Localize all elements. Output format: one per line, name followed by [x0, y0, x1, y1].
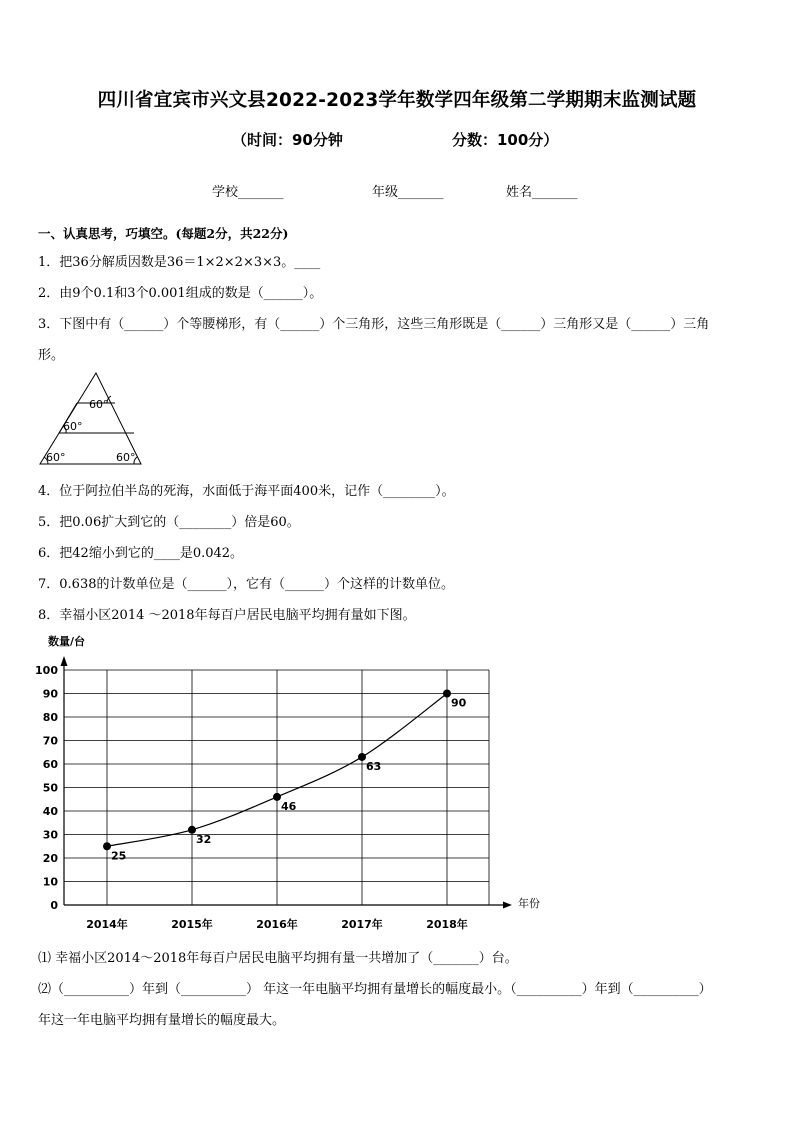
y-tick-label: 10 [42, 875, 58, 889]
y-tick-label: 90 [42, 687, 58, 701]
x-tick-label: 2014年 [86, 918, 128, 931]
data-label: 32 [196, 832, 212, 846]
data-labels [111, 697, 467, 863]
angle-label-4: 60° [116, 451, 136, 464]
question-1: 1．把36分解质因数是36＝1×2×2×3×3。____ [38, 255, 321, 270]
school-field: 学校_______ [212, 185, 284, 200]
question-8-sub-2-line-1: ⑵（__________）年到（__________） 年这一年电脑平均拥有量增长的幅度最小。（__________）年到（__________） [38, 982, 712, 997]
name-field: 姓名_______ [506, 185, 578, 200]
data-point [358, 753, 366, 761]
question-4: 4．位于阿拉伯半岛的死海，水面低于海平面400米，记作（________）。 [38, 484, 455, 499]
exam-time: （时间：90分钟 [232, 131, 343, 149]
x-tick-label: 2016年 [256, 918, 298, 931]
question-3-line-1: 3．下图中有（______）个等腰梯形，有（______）个三角形，这些三角形既是（______）三角形又是（______）三角 [38, 317, 710, 332]
x-tick-label: 2017年 [341, 918, 383, 931]
data-label: 46 [281, 799, 297, 813]
y-tick-label: 40 [42, 805, 58, 818]
y-tick-label: 0 [50, 899, 58, 912]
data-label: 63 [366, 759, 382, 773]
x-axis-label: 年份 [518, 897, 540, 910]
y-tick-label: 20 [42, 852, 58, 865]
question-5: 5．把0.06扩大到它的（________）倍是60。 [38, 515, 300, 530]
triangle-figure [36, 370, 146, 468]
question-2: 2．由9个0.1和3个0.001组成的数是（______）。 [38, 286, 323, 301]
angle-label-1: 60° [89, 398, 109, 411]
x-tick-label: 2018年 [426, 918, 468, 931]
question-6: 6．把42缩小到它的____是0.042。 [38, 546, 244, 561]
question-8: 8．幸福小区2014 ～2018年每百户居民电脑平均拥有量如下图。 [38, 608, 416, 623]
y-axis-label: 数量/台 [48, 635, 86, 648]
data-label: 25 [111, 849, 127, 863]
chart-grid [64, 670, 489, 905]
question-8-sub-1: ⑴ 幸福小区2014～2018年每百户居民电脑平均拥有量一共增加了（_______）台。 [38, 951, 518, 966]
y-tick-label: 80 [42, 711, 58, 724]
grade-field: 年级_______ [372, 185, 444, 200]
x-axis-arrow [503, 902, 512, 909]
data-point [443, 690, 451, 698]
question-3-line-2: 形。 [38, 348, 65, 363]
data-label: 90 [451, 696, 467, 710]
question-8-sub-2-line-2: 年这一年电脑平均拥有量增长的幅度最大。 [38, 1013, 286, 1028]
y-tick-labels [35, 664, 58, 912]
data-point [188, 826, 196, 834]
y-tick-label: 50 [42, 781, 58, 795]
x-tick-label: 2015年 [171, 918, 213, 931]
y-tick-label: 60 [42, 758, 58, 771]
question-7: 7．0.638的计数单位是（______），它有（______）个这样的计数单位。 [38, 577, 454, 592]
y-axis-arrow [61, 656, 68, 666]
data-point [103, 842, 111, 850]
line-chart [0, 628, 794, 938]
data-point [273, 793, 281, 801]
x-tick-labels [86, 917, 468, 931]
angle-label-3: 60° [46, 451, 66, 464]
y-tick-label: 100 [35, 664, 58, 677]
y-tick-label: 70 [42, 734, 58, 748]
y-tick-label: 30 [42, 828, 58, 842]
page-title: 四川省宜宾市兴文县2022-2023学年数学四年级第二学期期末监测试题 [97, 90, 697, 111]
exam-score: 分数：100分） [452, 131, 559, 149]
angle-label-2: 60° [63, 420, 83, 433]
section-heading: 一、认真思考，巧填空。(每题2分，共22分) [38, 226, 289, 241]
